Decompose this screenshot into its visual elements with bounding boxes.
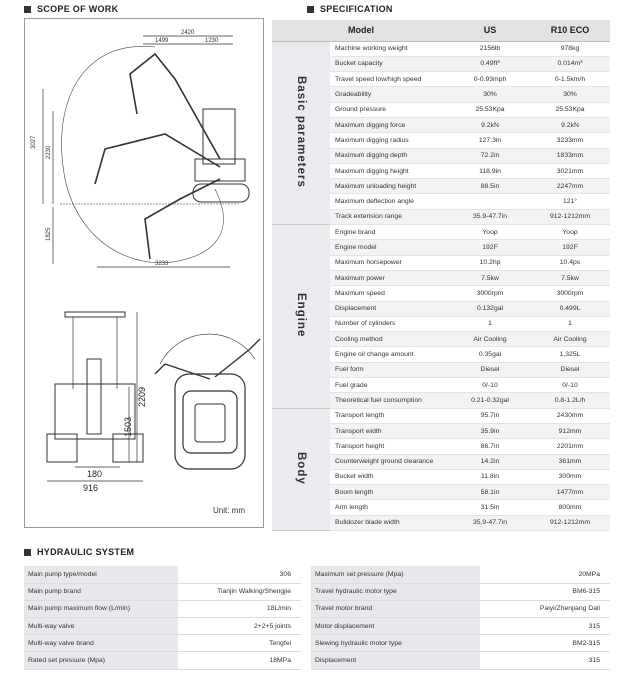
spec-param: Maximum deflection angle [330, 194, 450, 209]
spec-table [272, 20, 610, 531]
hydraulic-param: Slewing hydraulic motor type [311, 635, 480, 652]
spec-value-us: 35.9in [450, 423, 530, 438]
spec-param: Boom length [330, 485, 450, 500]
hydraulic-param: Travel motor brand [311, 600, 480, 617]
spec-heading [307, 4, 393, 14]
hydraulic-row [311, 635, 610, 652]
spec-param: Engine brand [330, 225, 450, 240]
dim-label: 1230 [205, 38, 219, 44]
hydraulic-param: Rated set pressure (Mpa) [24, 652, 178, 669]
hydraulic-row [311, 618, 610, 635]
spec-value-r10: 912-1212mm [530, 515, 610, 530]
spec-value-r10: 3021mm [530, 163, 610, 178]
top-cab [195, 404, 225, 442]
spec-value-us: 11.8in [450, 469, 530, 484]
spec-value-us: 30% [450, 87, 530, 102]
front-canopy [65, 312, 125, 317]
spec-value-r10: Air Cooling [530, 332, 610, 347]
hydraulic-param: Travel hydraulic motor type [311, 583, 480, 600]
hydraulic-row [311, 583, 610, 600]
hydraulic-row [311, 566, 610, 583]
hydraulic-row [311, 652, 610, 669]
swing-arc [160, 334, 255, 364]
spec-param: Gradeability [330, 87, 450, 102]
dim-label: 1503 [123, 416, 133, 437]
spec-param: Machine working weight [330, 41, 450, 56]
excavator-diagram [25, 19, 264, 528]
hydraulic-value: 18L/min [178, 600, 301, 617]
spec-param: Maximum digging depth [330, 148, 450, 163]
spec-value-us: 3000rpm [450, 286, 530, 301]
spec-param: Maximum digging radius [330, 133, 450, 148]
spec-param: Theoretical fuel consumption [330, 393, 450, 408]
spec-value-r10: 800mm [530, 500, 610, 515]
front-track-left [47, 434, 77, 462]
spec-param: Maximum digging height [330, 163, 450, 178]
scope-drawing [24, 18, 264, 528]
spec-value-us: 95.7in [450, 408, 530, 423]
spec-value-r10: 1 [530, 316, 610, 331]
spec-title: SPECIFICATION [320, 4, 393, 14]
dim-label: 1825 [46, 227, 52, 241]
spec-param: Maximum unloading height [330, 179, 450, 194]
hydraulic-value: 315 [480, 652, 610, 669]
spec-value-us: 72.2in [450, 148, 530, 163]
dim-label: 3233 [155, 261, 169, 267]
spec-value-us: 14.2in [450, 454, 530, 469]
spec-category [272, 41, 330, 225]
spec-value-r10: 121° [530, 194, 610, 209]
spec-category-label: Basic parameters [295, 75, 307, 188]
hydraulic-row [24, 600, 301, 617]
spec-value-us: 88.5in [450, 179, 530, 194]
spec-value-us: 10.2hp [450, 255, 530, 270]
spec-body [272, 41, 610, 531]
spec-row [272, 225, 610, 240]
spec-value-us: 0/-10 [450, 378, 530, 393]
spec-param: Transport width [330, 423, 450, 438]
spec-param: Engine oil change amount [330, 347, 450, 362]
spec-value-us: 127.3in [450, 133, 530, 148]
hydraulic-value: 20MPa [480, 566, 610, 583]
spec-value-us: 35.9-47.7in [450, 515, 530, 530]
spec-param: Transport height [330, 439, 450, 454]
hydraulic-param: Displacement [311, 652, 480, 669]
heading-square-icon [24, 549, 31, 556]
dim-label: 916 [83, 483, 99, 493]
spec-value-r10: 25.53Kpa [530, 102, 610, 117]
spec-param: Displacement [330, 301, 450, 316]
spec-category [272, 225, 330, 409]
spec-param: Counterweight ground clearance [330, 454, 450, 469]
spec-value-r10: 1.325L [530, 347, 610, 362]
spec-value-r10: 978kg [530, 41, 610, 56]
spec-value-r10: 7.5kw [530, 270, 610, 285]
spec-header-row [272, 20, 610, 41]
scope-title: SCOPE OF WORK [37, 4, 119, 14]
hydraulic-param: Multi-way valve brand [24, 635, 178, 652]
spec-value-r10: 0.499L [530, 301, 610, 316]
heading-square-icon [24, 6, 31, 13]
spec-param: Cooling method [330, 332, 450, 347]
spec-value-r10: 1477mm [530, 485, 610, 500]
spec-value-us: 192F [450, 240, 530, 255]
spec-value-us: 2156lb [450, 41, 530, 56]
spec-value-us: 9.2kN [450, 117, 530, 132]
spec-value-us [450, 194, 530, 209]
spec-value-us: 0.132gal [450, 301, 530, 316]
spec-value-us: Yoop [450, 225, 530, 240]
col-header-model: Model [272, 20, 450, 41]
spec-value-us: 58.1in [450, 485, 530, 500]
spec-value-r10: 2247mm [530, 179, 610, 194]
heading-square-icon [307, 6, 314, 13]
hydraulic-param: Multi-way valve [24, 618, 178, 635]
spec-value-r10: 0.014m³ [530, 56, 610, 71]
spec-value-r10: 2430mm [530, 408, 610, 423]
spec-param: Maximum speed [330, 286, 450, 301]
spec-value-us: 25.53Kpa [450, 102, 530, 117]
spec-value-r10: 1833mm [530, 148, 610, 163]
scope-heading [24, 4, 118, 14]
spec-value-r10: 2201mm [530, 439, 610, 454]
hydraulic-param: Main pump type/model [24, 566, 178, 583]
top-boom-right [215, 339, 260, 377]
spec-value-us: 7.5kw [450, 270, 530, 285]
spec-category-label: Body [295, 451, 307, 485]
spec-category [272, 408, 330, 530]
spec-value-us: 31.5in [450, 500, 530, 515]
top-body [183, 391, 237, 453]
spec-param: Arm length [330, 500, 450, 515]
spec-category-label: Engine [295, 293, 307, 338]
spec-value-r10: Diesel [530, 362, 610, 377]
hydraulic-value: BM6-315 [480, 583, 610, 600]
tracks [193, 184, 249, 202]
spec-value-r10: 10.4ps [530, 255, 610, 270]
spec-param: Bucket capacity [330, 56, 450, 71]
spec-param: Maximum power [330, 270, 450, 285]
front-track-right [113, 434, 143, 462]
spec-value-r10: 912-1212mm [530, 209, 610, 224]
dim-label: 2209 [137, 386, 147, 407]
hydraulic-param: Motor displacement [311, 618, 480, 635]
hydraulic-value: 18MPa [178, 652, 301, 669]
spec-param: Bucket width [330, 469, 450, 484]
hydraulic-value: 306 [178, 566, 301, 583]
hydraulic-param: Maximum set pressure (Mpa) [311, 566, 480, 583]
spec-value-us: 0.35gal [450, 347, 530, 362]
dim-label: 2230 [46, 145, 52, 159]
top-tracks [175, 374, 245, 469]
spec-param: Number of cylinders [330, 316, 450, 331]
spec-value-us: 0.21-0.32gal [450, 393, 530, 408]
hydraulic-value: 2+2+5 joints [178, 618, 301, 635]
spec-value-r10: 30% [530, 87, 610, 102]
spec-param: Engine model [330, 240, 450, 255]
spec-value-r10: 361mm [530, 454, 610, 469]
spec-param: Travel speed low/high speed [330, 72, 450, 87]
hydraulic-param: Main pump brand [24, 583, 178, 600]
top-boom-left [155, 364, 210, 379]
hydraulic-value: Paiyi/Zhenjiang Dali [480, 600, 610, 617]
spec-value-us: 0.49ft³ [450, 56, 530, 71]
hydraulic-value: Tianjin Walking/Shengjie [178, 583, 301, 600]
spec-value-r10: 192F [530, 240, 610, 255]
spec-param: Track extension range [330, 209, 450, 224]
spec-value-r10: 3233mm [530, 133, 610, 148]
spec-param: Ground pressure [330, 102, 450, 117]
hydraulic-row [24, 583, 301, 600]
spec-value-us: 86.7in [450, 439, 530, 454]
hydraulic-row [24, 652, 301, 669]
spec-param: Fuel grade [330, 378, 450, 393]
hydraulic-row [24, 566, 301, 583]
dim-label: 3027 [31, 135, 37, 149]
spec-value-r10: 9.2kN [530, 117, 610, 132]
spec-value-us: 0-0.93mph [450, 72, 530, 87]
dim-label: 180 [87, 469, 103, 479]
dim-label: 1499 [155, 38, 169, 44]
spec-row [272, 408, 610, 423]
spec-value-r10: 3000rpm [530, 286, 610, 301]
col-header-us: US [450, 20, 530, 41]
boom-arm-raised [130, 54, 220, 159]
spec-value-us: 1 [450, 316, 530, 331]
hydraulic-row [24, 618, 301, 635]
spec-row [272, 41, 610, 56]
spec-value-r10: 0-1.5km/h [530, 72, 610, 87]
spec-value-us: Diesel [450, 362, 530, 377]
spec-value-r10: 300mm [530, 469, 610, 484]
hydraulic-table-left [24, 566, 301, 670]
spec-value-r10: Yoop [530, 225, 610, 240]
spec-value-us: Air Cooling [450, 332, 530, 347]
spec-value-us: 118.9in [450, 163, 530, 178]
hydraulic-value: BM2-315 [480, 635, 610, 652]
spec-param: Bulldozer blade width [330, 515, 450, 530]
spec-param: Transport length [330, 408, 450, 423]
boom-arm-low [145, 179, 220, 259]
spec-param: Maximum digging force [330, 117, 450, 132]
hydraulic-heading [24, 547, 134, 557]
hydraulic-table-right [311, 566, 610, 670]
col-header-r10: R10 ECO [530, 20, 610, 41]
hydraulic-value: Tengfei [178, 635, 301, 652]
dim-label: 2420 [181, 30, 195, 36]
spec-value-r10: 912mm [530, 423, 610, 438]
spec-value-us: 35.9-47.7in [450, 209, 530, 224]
spec-value-r10: 0.8-1.2L/h [530, 393, 610, 408]
hydraulic-row [24, 635, 301, 652]
hydraulic-title: HYDRAULIC SYSTEM [37, 547, 135, 557]
spec-param: Maximum horsepower [330, 255, 450, 270]
unit-label: Unit: mm [213, 506, 245, 515]
hydraulic-row [311, 600, 610, 617]
hydraulic-param: Main pump maximum flow (L/min) [24, 600, 178, 617]
hydraulic-value: 315 [480, 618, 610, 635]
front-boom [87, 359, 101, 434]
spec-value-r10: 0/-10 [530, 378, 610, 393]
spec-param: Fuel form [330, 362, 450, 377]
